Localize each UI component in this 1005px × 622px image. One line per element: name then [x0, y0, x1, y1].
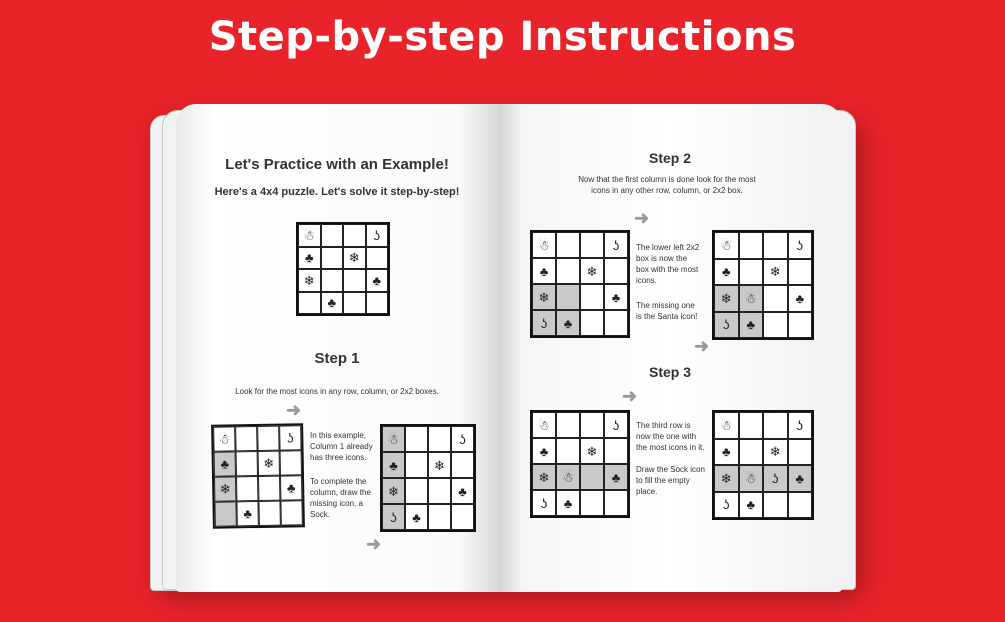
ornament-icon: ❄: [714, 285, 739, 312]
empty-cell: [451, 452, 474, 478]
ornament-icon: ❄: [298, 269, 321, 292]
empty-cell: [451, 504, 474, 530]
sock-icon: ʖ: [366, 224, 389, 247]
sock-icon: ʖ: [788, 412, 813, 439]
curved-arrow-icon: ➜: [366, 534, 382, 554]
empty-cell: [428, 426, 451, 452]
empty-cell: [298, 292, 321, 315]
step1-note1: In this example, Column 1 already has three icons.: [310, 431, 373, 462]
example-grid: [296, 222, 390, 316]
empty-cell: [580, 310, 604, 336]
empty-cell: [788, 259, 813, 286]
step2-before-grid: [530, 230, 630, 338]
sock-icon: ʖ: [279, 425, 301, 450]
empty-cell: [763, 312, 788, 339]
santa-icon: ☃: [532, 232, 556, 258]
ornament-icon: ❄: [763, 259, 788, 286]
empty-cell: [556, 284, 580, 310]
empty-cell: [604, 490, 628, 516]
tree-icon: ♣: [532, 438, 556, 464]
step1-after-grid: [380, 424, 476, 532]
tree-icon: ♣: [739, 492, 764, 519]
sock-icon: ʖ: [532, 490, 556, 516]
empty-cell: [343, 224, 366, 247]
step1-title: Step 1: [314, 350, 360, 367]
sock-icon: ʖ: [714, 492, 739, 519]
empty-cell: [428, 504, 451, 530]
sock-icon: ʖ: [604, 412, 628, 438]
ornament-icon: ❄: [763, 439, 788, 466]
tree-icon: ♣: [739, 312, 764, 339]
empty-cell: [788, 439, 813, 466]
example-subheading: Here's a 4x4 puzzle. Let's solve it step-by-step!: [214, 186, 460, 198]
tree-icon: ♣: [604, 284, 628, 310]
empty-cell: [556, 438, 580, 464]
empty-cell: [580, 284, 604, 310]
santa-icon: ☃: [739, 465, 764, 492]
curved-arrow-icon: ➜: [286, 400, 302, 420]
empty-cell: [258, 476, 280, 501]
tree-icon: ♣: [382, 452, 405, 478]
sock-icon: ʖ: [788, 232, 813, 259]
empty-cell: [405, 478, 428, 504]
empty-cell: [321, 269, 344, 292]
step2-note2: The missing one is the Santa icon!: [636, 301, 698, 321]
santa-icon: ☃: [382, 426, 405, 452]
empty-cell: [257, 426, 279, 451]
empty-cell: [580, 490, 604, 516]
empty-cell: [580, 412, 604, 438]
step2-after-grid: [712, 230, 814, 340]
empty-cell: [236, 476, 258, 501]
tree-icon: ♣: [321, 292, 344, 315]
empty-cell: [763, 492, 788, 519]
tree-icon: ♣: [556, 490, 580, 516]
tree-icon: ♣: [236, 501, 258, 526]
tree-icon: ♣: [405, 504, 428, 530]
curved-arrow-icon: ➜: [694, 336, 710, 356]
tree-icon: ♣: [214, 451, 236, 476]
empty-cell: [428, 478, 451, 504]
curved-arrow-icon: ➜: [634, 208, 650, 228]
tree-icon: ♣: [298, 247, 321, 270]
sock-icon: ʖ: [532, 310, 556, 336]
tree-icon: ♣: [366, 269, 389, 292]
empty-cell: [405, 426, 428, 452]
empty-cell: [604, 438, 628, 464]
empty-cell: [556, 258, 580, 284]
ornament-icon: ❄: [580, 258, 604, 284]
step2-instruction: Now that the first column is done look for the most icons in any other row, column, or 2x2 box.: [578, 175, 756, 195]
empty-cell: [236, 451, 258, 476]
sock-icon: ʖ: [451, 426, 474, 452]
empty-cell: [739, 439, 764, 466]
empty-cell: [604, 258, 628, 284]
ornament-icon: ❄: [714, 465, 739, 492]
tree-icon: ♣: [451, 478, 474, 504]
tree-icon: ♣: [280, 475, 302, 500]
tree-icon: ♣: [788, 465, 813, 492]
ornament-icon: ❄: [428, 452, 451, 478]
tree-icon: ♣: [714, 439, 739, 466]
santa-icon: ☃: [532, 412, 556, 438]
curved-arrow-icon: ➜: [622, 386, 638, 406]
santa-icon: ☃: [298, 224, 321, 247]
empty-cell: [258, 501, 280, 526]
ornament-icon: ❄: [343, 247, 366, 270]
empty-cell: [739, 412, 764, 439]
tree-icon: ♣: [532, 258, 556, 284]
step3-instruction2: Draw the Sock icon to fill the empty place.: [636, 465, 705, 496]
empty-cell: [739, 232, 764, 259]
step2-note1: The lower left 2x2 box is now the box with the most icons.: [636, 243, 700, 285]
sock-icon: ʖ: [604, 232, 628, 258]
step2-title: Step 2: [648, 150, 691, 166]
sock-icon: ʖ: [714, 312, 739, 339]
empty-cell: [556, 232, 580, 258]
empty-cell: [235, 426, 257, 451]
empty-cell: [366, 292, 389, 315]
empty-cell: [739, 259, 764, 286]
santa-icon: ☃: [714, 412, 739, 439]
step3-title: Step 3: [648, 364, 691, 380]
empty-cell: [580, 464, 604, 490]
tree-icon: ♣: [604, 464, 628, 490]
left-page: [176, 104, 498, 592]
empty-cell: [343, 292, 366, 315]
sock-icon: ʖ: [382, 504, 405, 530]
ornament-icon: ❄: [532, 464, 556, 490]
santa-icon: ☃: [556, 464, 580, 490]
step3-instruction1: The third row is now the one with the most icons in it.: [636, 421, 705, 452]
tree-icon: ♣: [714, 259, 739, 286]
empty-cell: [580, 232, 604, 258]
tree-icon: ♣: [788, 285, 813, 312]
right-page: [498, 104, 842, 592]
empty-cell: [214, 501, 236, 526]
step1-before-grid: [211, 423, 305, 529]
ornament-icon: ❄: [214, 476, 236, 501]
empty-cell: [763, 285, 788, 312]
santa-icon: ☃: [739, 285, 764, 312]
step3-after-grid: [712, 410, 814, 520]
empty-cell: [556, 412, 580, 438]
ornament-icon: ❄: [382, 478, 405, 504]
ornament-icon: ❄: [532, 284, 556, 310]
empty-cell: [280, 450, 302, 475]
ornament-icon: ❄: [258, 451, 280, 476]
empty-cell: [763, 232, 788, 259]
empty-cell: [343, 269, 366, 292]
sock-icon: ʖ: [763, 465, 788, 492]
step1-note2: To complete the column, draw the missing icon, a Sock.: [310, 477, 371, 519]
tree-icon: ♣: [556, 310, 580, 336]
empty-cell: [405, 452, 428, 478]
empty-cell: [788, 312, 813, 339]
example-heading: Let's Practice with an Example!: [225, 156, 449, 173]
step1-instruction: Look for the most icons in any row, column, or 2x2 boxes.: [235, 387, 439, 396]
santa-icon: ☃: [714, 232, 739, 259]
ornament-icon: ❄: [580, 438, 604, 464]
empty-cell: [788, 492, 813, 519]
empty-cell: [366, 247, 389, 270]
empty-cell: [321, 247, 344, 270]
empty-cell: [280, 500, 302, 525]
empty-cell: [763, 412, 788, 439]
santa-icon: ☃: [213, 426, 235, 451]
empty-cell: [604, 310, 628, 336]
step3-before-grid: [530, 410, 630, 518]
page-title: Step-by-step Instructions: [208, 14, 797, 60]
empty-cell: [321, 224, 344, 247]
